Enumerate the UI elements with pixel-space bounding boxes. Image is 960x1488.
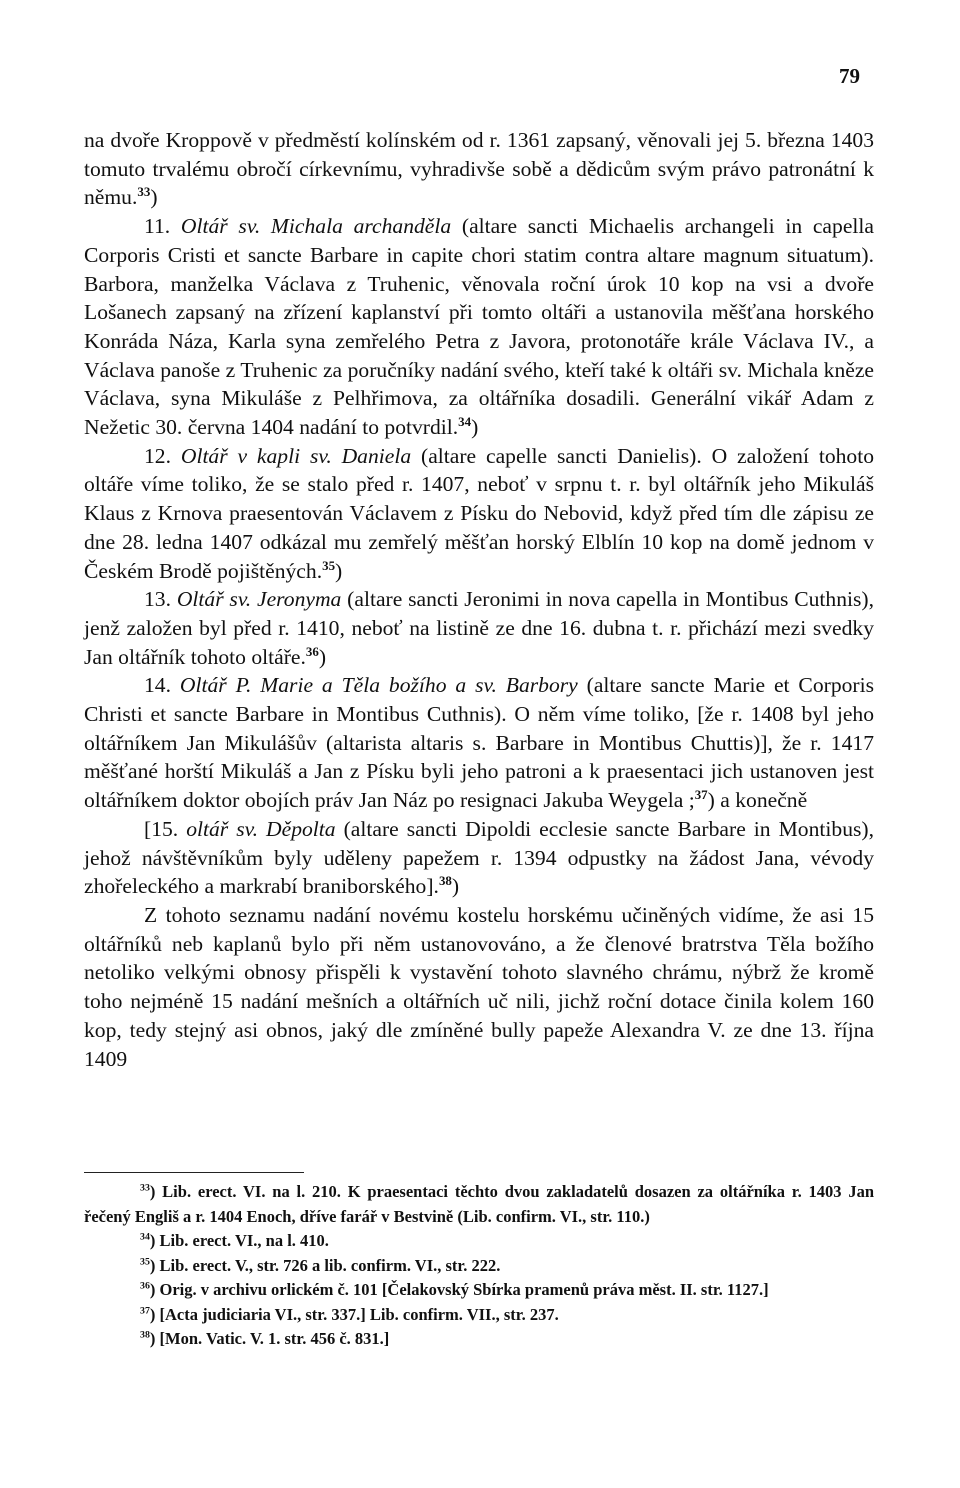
paragraph-text: [15. bbox=[144, 816, 187, 841]
paragraph bbox=[84, 442, 874, 586]
altar-title: Oltář sv. Jeronyma bbox=[176, 587, 342, 612]
paragraph bbox=[84, 815, 874, 901]
footnote bbox=[84, 1254, 874, 1279]
altar-title: Oltář sv. Michala archanděla bbox=[180, 214, 452, 239]
paragraph bbox=[84, 585, 874, 671]
paragraph-text: (altare sancti Michaelis archangeli in capella Corporis Cristi et sancte Barbare in capite chori statim contra altare magnum situatum). Barbora, manželka Václava z Truhenic, věnovala roční úrok 10 kop na vsi a dvoře Lošanech zapsaný na zřízení kaplanství při tomto oltáři a ustanovila měšťana horského Konráda Náza, Karla syna zemřelého Petra z Javora, protonotáře krále Václava IV., a Václava panoše z Truhenic za poručníky nadání svého, kteří také k oltáři sv. Michala kněze Václava, syna Mikuláše z Pelhřimova, za oltářníka dosadili. Generální vikář Adam z Nežetic 30. června 1404 nadání to potvrdil. bbox=[84, 214, 874, 440]
footnote-text: ) [Acta judiciaria VI., str. 337.] Lib. confirm. VII., str. 237. bbox=[149, 1304, 559, 1324]
paragraph-text: (altare sancte Marie et Corporis Christi et sancte Barbare in Montibus Cuthnis). O něm víme toliko, [že r. 1408 byl jeho oltářníkem Jan Mikulášův (altarista altaris s. Barbare in Montibus Chuttis)], že r. 1417 měšťané horští Mikuláš a Jan z Písku byli jeho patroni a k praesentaci jich ustanoven jest oltářníkem doktor obojích práv Jan Náz po resignaci Jakuba Weygela ; bbox=[84, 673, 875, 813]
paragraph-text: ) bbox=[318, 644, 327, 669]
footnote-ref: 35 bbox=[322, 557, 336, 573]
footnote-ref: 34 bbox=[458, 413, 472, 429]
footnote-ref: 33 bbox=[137, 184, 151, 200]
paragraph-text: ) bbox=[335, 558, 343, 583]
footnote bbox=[84, 1229, 874, 1254]
footnote-ref: 38 bbox=[438, 873, 452, 889]
footnote-number: 33 bbox=[140, 1182, 150, 1194]
footnote bbox=[84, 1303, 874, 1328]
paragraph-text: 13. bbox=[144, 587, 177, 612]
paragraph-text: ) bbox=[471, 415, 479, 440]
paragraph-text: ) bbox=[150, 185, 158, 210]
footnote-text: ) Orig. v archivu orlickém č. 101 [Čelakovský Sbírka pramenů práva měst. II. str. 1127.] bbox=[149, 1280, 769, 1299]
footnote-number: 38 bbox=[140, 1329, 150, 1341]
paragraph-text: (altare sancti Dipoldi ecclesie sancte Barbare in Montibus), jehož návštěvníkům byly uděleny papežem r. 1394 odpustky na žádost Jana, vévody zhořeleckého a markrabí braniborského]. bbox=[84, 816, 874, 899]
paragraph-text: ) bbox=[451, 874, 460, 899]
footnote-text: ) [Mon. Vatic. V. 1. str. 456 č. 831.] bbox=[149, 1329, 390, 1348]
paragraph-text: 12. bbox=[144, 443, 181, 468]
paragraph-text: 11. bbox=[144, 214, 181, 239]
footnote bbox=[84, 1278, 874, 1303]
footnote-text: ) Lib. erect. VI., na l. 410. bbox=[149, 1231, 329, 1250]
paragraph-text: 14. bbox=[144, 673, 180, 698]
body-text bbox=[84, 126, 874, 1073]
paragraph bbox=[84, 671, 874, 815]
paragraph-text: na dvoře Kroppově v předměstí kolínském od r. 1361 zapsaný, věnovali jej 5. března 1403 tomuto trvalému obročí církevnímu, vyhradivše sobě a dědicům svým právo patronátní k němu. bbox=[84, 128, 874, 210]
paragraph-text: (altare capelle sancti Danielis). O založení tohoto oltáře víme toliko, že se stalo před r. 1407, neboť v srpnu t. r. byl oltářník jeho Mikuláš Klaus z Krnova praesentován Václavem z Písku do Nebovid, když před tím dle zápisu ze dne 28. ledna 1407 odkázal mu zemřelý měšťan horský Elblín 10 kop na domě jednom v Českém Brodě pojištěných. bbox=[84, 443, 875, 583]
paragraph-text: Z tohoto seznamu nadání novému kostelu horskému učiněných vidíme, že asi 15 oltářníků neb kaplanů bylo při něm ustanovováno, a že členové bratrstva Těla božího netoliko velkými obnosy přispěli k vystavění tohoto slavného chrámu, nýbrž že kromě toho nejméně 15 nadání mešních a oltářních uč nili, jichž roční dotace činila kolem 160 kop, tedy stejný asi obnos, jaký dle zmíněné bully papeže Alexandra V. ze dne 13. října 1409 bbox=[84, 902, 874, 1071]
footnote bbox=[84, 1180, 874, 1229]
paragraph-text: ) a konečně bbox=[707, 788, 808, 813]
footnote-ref: 37 bbox=[694, 786, 708, 802]
footnote-number: 35 bbox=[140, 1256, 150, 1267]
paragraph bbox=[84, 901, 874, 1073]
altar-title: Oltář P. Marie a Těla božího a sv. Barbory bbox=[179, 673, 578, 698]
footnote-number: 37 bbox=[140, 1305, 150, 1316]
footnote-ref: 36 bbox=[305, 643, 319, 659]
footnote-divider bbox=[84, 1172, 304, 1173]
footnote-number: 34 bbox=[140, 1231, 150, 1243]
altar-title: Oltář v kapli sv. Daniela bbox=[180, 443, 412, 468]
footnote-number: 36 bbox=[140, 1280, 150, 1292]
page-number: 79 bbox=[839, 64, 860, 88]
footnote-text: ) Lib. erect. V., str. 726 a lib. confirm. VI., str. 222. bbox=[149, 1255, 501, 1275]
footnotes bbox=[84, 1180, 874, 1352]
paragraph-text: (altare sancti Jeronimi in nova capella in Montibus Cuthnis), jenž založen byl před r. 1410, neboť na listině ze dne 16. dubna t. r. přichází mezi svedky Jan oltářník tohoto oltáře. bbox=[84, 587, 875, 669]
footnote bbox=[84, 1327, 874, 1352]
altar-title: oltář sv. Děpolta bbox=[186, 816, 336, 841]
paragraph bbox=[84, 212, 874, 442]
footnote-text: ) Lib. erect. VI. na l. 210. K praesentaci těchto dvou zakladatelů dosazen za oltářníka r. 1403 Jan řečený Engliš a r. 1404 Enoch, dříve farář v Bestvině (Lib. confirm. VI., str. 110.) bbox=[84, 1182, 874, 1226]
paragraph bbox=[84, 126, 874, 212]
